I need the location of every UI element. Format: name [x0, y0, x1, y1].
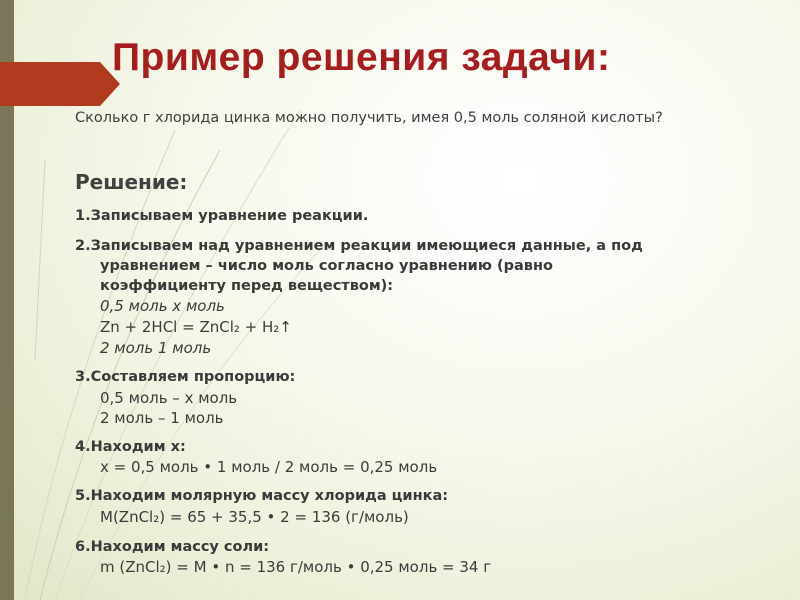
step-3-proportion-line-2: 2 моль – 1 моль: [100, 409, 224, 427]
page-title: Пример решения задачи:: [112, 36, 611, 79]
step-4: 4.Находим х:: [75, 439, 186, 455]
step-5-calculation: M(ZnCl₂) = 65 + 35,5 • 2 = 136 (г/моль): [100, 508, 409, 526]
step-3-proportion-line-1: 0,5 моль – х моль: [100, 389, 238, 407]
step-6: 6.Находим массу соли:: [75, 539, 270, 555]
solution-heading: Решение:: [75, 170, 188, 194]
step-1: 1.Записываем уравнение реакции.: [75, 208, 369, 224]
step-2: 2.Записываем над уравнением реакции имеющиеся данные, а под: [75, 238, 643, 254]
step-3: 3.Составляем пропорцию:: [75, 369, 296, 385]
step-4-calculation: х = 0,5 моль • 1 моль / 2 моль = 0,25 моль: [100, 458, 438, 476]
title-accent-banner: [0, 62, 100, 106]
step-2-over-equation: 0,5 моль х моль: [100, 297, 225, 315]
step-2-continuation-2: коэффициенту перед веществом):: [100, 278, 394, 294]
step-6-calculation: m (ZnCl₂) = M • n = 136 г/моль • 0,25 моль = 34 г: [100, 558, 492, 576]
problem-question: Сколько г хлорида цинка можно получить, имея 0,5 моль соляной кислоты?: [75, 110, 663, 126]
step-5: 5.Находим молярную массу хлорида цинка:: [75, 488, 449, 504]
step-2-under-equation: 2 моль 1 моль: [100, 339, 212, 357]
step-2-continuation-1: уравнением – число моль согласно уравнению (равно: [100, 258, 553, 274]
reaction-equation: Zn + 2HCl = ZnCl₂ + H₂↑: [100, 318, 292, 336]
